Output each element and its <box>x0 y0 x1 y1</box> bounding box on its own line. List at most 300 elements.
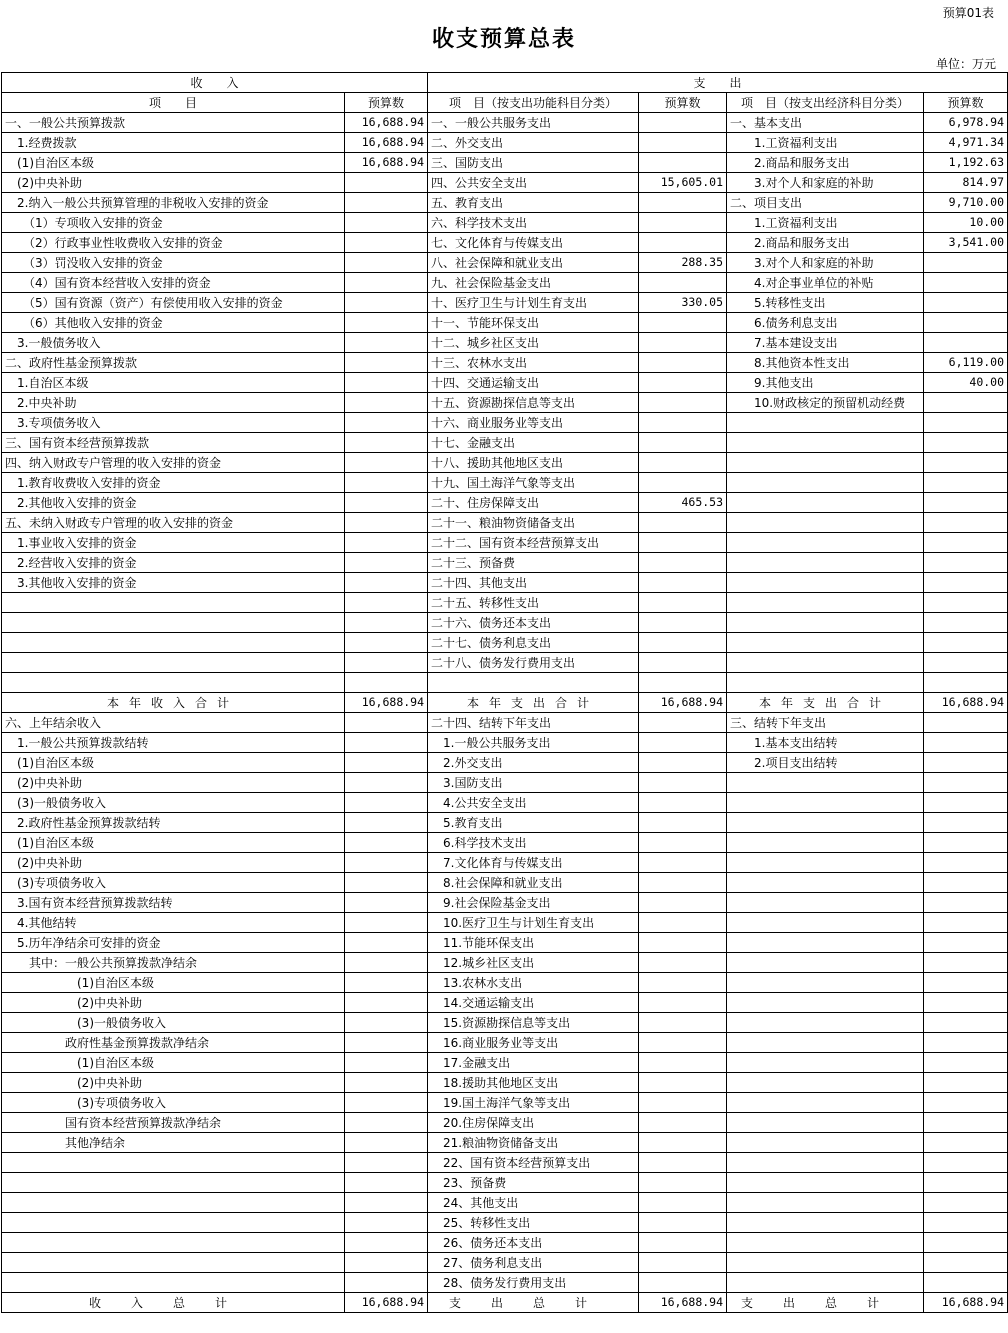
table-row <box>2 1133 1008 1153</box>
func-budget-cell <box>639 213 727 233</box>
econ-budget-cell <box>924 1253 1008 1273</box>
func-budget-cell <box>639 773 727 793</box>
func-item-cell: 二十五、转移性支出 <box>428 593 639 613</box>
func-budget-cell <box>639 193 727 213</box>
func-budget-cell <box>639 1253 727 1273</box>
func-budget-cell <box>639 673 727 693</box>
table-row <box>2 1253 1008 1273</box>
income-budget-cell <box>345 953 428 973</box>
econ-item-cell <box>727 773 924 793</box>
func-budget-cell <box>639 553 727 573</box>
table-row <box>2 293 1008 313</box>
income-budget-header: 预算数 <box>345 93 428 113</box>
income-item-cell: 2.政府性基金预算拨款结转 <box>2 813 345 833</box>
econ-item-cell <box>727 533 924 553</box>
income-budget-cell <box>345 273 428 293</box>
econ-item-cell <box>727 1053 924 1073</box>
func-item-cell: 23、预备费 <box>428 1173 639 1193</box>
econ-budget-cell <box>924 1053 1008 1073</box>
econ-budget-cell <box>924 953 1008 973</box>
econ-item-cell <box>727 1213 924 1233</box>
func-budget-cell <box>639 953 727 973</box>
table-row <box>2 1173 1008 1193</box>
func-budget-cell <box>639 1273 727 1293</box>
func-budget-cell <box>639 1093 727 1113</box>
expense-econ-total-value: 16,688.94 <box>924 1293 1008 1313</box>
econ-item-cell: 9.其他支出 <box>727 373 924 393</box>
table-row <box>2 533 1008 553</box>
table-row <box>2 1233 1008 1253</box>
func-item-cell: 九、社会保险基金支出 <box>428 273 639 293</box>
table-row <box>2 1033 1008 1053</box>
table-row <box>2 193 1008 213</box>
econ-item-cell: 3.对个人和家庭的补助 <box>727 173 924 193</box>
table-row <box>2 853 1008 873</box>
table-row <box>2 1013 1008 1033</box>
econ-item-cell: 二、项目支出 <box>727 193 924 213</box>
func-item-cell: 二十四、其他支出 <box>428 573 639 593</box>
income-item-cell: (2)中央补助 <box>2 173 345 193</box>
income-budget-cell <box>345 393 428 413</box>
income-item-cell: 五、未纳入财政专户管理的收入安排的资金 <box>2 513 345 533</box>
econ-item-cell <box>727 1133 924 1153</box>
table-row <box>2 453 1008 473</box>
func-item-cell: 十五、资源勘探信息等支出 <box>428 393 639 413</box>
func-item-cell: 八、社会保障和就业支出 <box>428 253 639 273</box>
func-budget-cell <box>639 893 727 913</box>
func-budget-header: 预算数 <box>639 93 727 113</box>
income-budget-cell <box>345 893 428 913</box>
econ-budget-cell <box>924 933 1008 953</box>
econ-budget-cell <box>924 253 1008 273</box>
econ-item-cell: 1.工资福利支出 <box>727 133 924 153</box>
econ-budget-cell: 10.00 <box>924 213 1008 233</box>
income-item-cell: （6）其他收入安排的资金 <box>2 313 345 333</box>
income-item-cell: 3.专项债务收入 <box>2 413 345 433</box>
econ-budget-cell <box>924 333 1008 353</box>
table-row <box>2 253 1008 273</box>
func-item-cell: 二十二、国有资本经营预算支出 <box>428 533 639 553</box>
econ-item-cell <box>727 993 924 1013</box>
table-row <box>2 373 1008 393</box>
income-item-cell <box>2 1193 345 1213</box>
income-budget-cell <box>345 653 428 673</box>
econ-item-cell <box>727 893 924 913</box>
table-row <box>2 833 1008 853</box>
income-budget-cell <box>345 873 428 893</box>
econ-item-cell: 一、基本支出 <box>727 113 924 133</box>
econ-budget-cell <box>924 1013 1008 1033</box>
income-budget-cell <box>345 233 428 253</box>
econ-item-cell <box>727 1013 924 1033</box>
func-item-cell: 十三、农林水支出 <box>428 353 639 373</box>
table-row <box>2 753 1008 773</box>
econ-item-cell: 10.财政核定的预留机动经费 <box>727 393 924 413</box>
func-budget-cell <box>639 113 727 133</box>
table-row <box>2 973 1008 993</box>
econ-item-cell <box>727 573 924 593</box>
func-item-cell: 12.城乡社区支出 <box>428 953 639 973</box>
econ-budget-cell <box>924 593 1008 613</box>
func-budget-cell <box>639 233 727 253</box>
income-budget-cell <box>345 753 428 773</box>
func-budget-cell <box>639 1053 727 1073</box>
econ-budget-cell <box>924 773 1008 793</box>
func-item-cell: 24、其他支出 <box>428 1193 639 1213</box>
econ-budget-cell <box>924 433 1008 453</box>
income-item-cell: (2)中央补助 <box>2 853 345 873</box>
econ-budget-cell <box>924 893 1008 913</box>
func-item-cell: 6.科学技术支出 <box>428 833 639 853</box>
func-item-cell: 十、医疗卫生与计划生育支出 <box>428 293 639 313</box>
func-budget-cell <box>639 833 727 853</box>
func-item-cell: 二十六、债务还本支出 <box>428 613 639 633</box>
func-budget-cell <box>639 473 727 493</box>
income-item-cell: (2)中央补助 <box>2 1073 345 1093</box>
income-budget-cell <box>345 213 428 233</box>
table-row <box>2 393 1008 413</box>
income-budget-cell <box>345 1213 428 1233</box>
income-item-cell: 5.历年净结余可安排的资金 <box>2 933 345 953</box>
func-item-cell: 二十三、预备费 <box>428 553 639 573</box>
econ-budget-cell <box>924 973 1008 993</box>
income-budget-cell <box>345 573 428 593</box>
func-item-cell: 二十、住房保障支出 <box>428 493 639 513</box>
func-item-cell: 20.住房保障支出 <box>428 1113 639 1133</box>
econ-item-cell <box>727 413 924 433</box>
func-budget-cell <box>639 813 727 833</box>
income-budget-cell <box>345 933 428 953</box>
func-budget-cell <box>639 133 727 153</box>
table-row <box>2 773 1008 793</box>
func-budget-cell <box>639 913 727 933</box>
func-item-cell: 4.公共安全支出 <box>428 793 639 813</box>
econ-budget-cell <box>924 413 1008 433</box>
income-budget-cell <box>345 1113 428 1133</box>
econ-budget-cell <box>924 273 1008 293</box>
econ-budget-cell <box>924 493 1008 513</box>
econ-item-cell: 2.商品和服务支出 <box>727 233 924 253</box>
table-row <box>2 113 1008 133</box>
econ-budget-cell: 6,978.94 <box>924 113 1008 133</box>
year-total-row <box>2 693 1008 713</box>
econ-item-cell: 1.工资福利支出 <box>727 213 924 233</box>
income-budget-cell: 16,688.94 <box>345 153 428 173</box>
income-item-cell <box>2 1173 345 1193</box>
econ-budget-cell: 814.97 <box>924 173 1008 193</box>
func-item-cell: 十九、国土海洋气象等支出 <box>428 473 639 493</box>
income-budget-cell <box>345 1253 428 1273</box>
income-budget-cell <box>345 373 428 393</box>
income-budget-cell <box>345 1093 428 1113</box>
econ-budget-cell <box>924 713 1008 733</box>
table-row <box>2 653 1008 673</box>
table-row <box>2 1113 1008 1133</box>
econ-budget-cell <box>924 1073 1008 1093</box>
income-item-cell: 1.教育收费收入安排的资金 <box>2 473 345 493</box>
grand-total-row <box>2 1293 1008 1313</box>
header-row-columns <box>2 93 1008 113</box>
income-item-cell: (2)中央补助 <box>2 993 345 1013</box>
table-row <box>2 493 1008 513</box>
econ-budget-cell <box>924 533 1008 553</box>
table-row <box>2 1213 1008 1233</box>
func-item-cell: 二、外交支出 <box>428 133 639 153</box>
econ-item-cell <box>727 853 924 873</box>
econ-item-cell: 2.项目支出结转 <box>727 753 924 773</box>
econ-item-cell <box>727 933 924 953</box>
income-budget-cell <box>345 353 428 373</box>
income-budget-cell <box>345 533 428 553</box>
func-budget-cell <box>639 613 727 633</box>
func-budget-cell <box>639 753 727 773</box>
func-item-cell: 9.社会保险基金支出 <box>428 893 639 913</box>
econ-budget-cell: 9,710.00 <box>924 193 1008 213</box>
table-row <box>2 213 1008 233</box>
func-item-cell: 10.医疗卫生与计划生育支出 <box>428 913 639 933</box>
econ-item-cell <box>727 953 924 973</box>
econ-budget-cell <box>924 793 1008 813</box>
econ-budget-cell <box>924 1193 1008 1213</box>
econ-budget-cell: 1,192.63 <box>924 153 1008 173</box>
econ-item-cell: 3.对个人和家庭的补助 <box>727 253 924 273</box>
income-budget-cell <box>345 593 428 613</box>
income-item-cell: 四、纳入财政专户管理的收入安排的资金 <box>2 453 345 473</box>
income-budget-cell <box>345 293 428 313</box>
func-budget-cell <box>639 793 727 813</box>
table-row <box>2 933 1008 953</box>
econ-item-cell: 7.基本建设支出 <box>727 333 924 353</box>
income-budget-cell <box>345 913 428 933</box>
income-item-cell: 一、一般公共预算拨款 <box>2 113 345 133</box>
table-row <box>2 613 1008 633</box>
income-item-cell: 其中：一般公共预算拨款净结余 <box>2 953 345 973</box>
income-budget-cell <box>345 333 428 353</box>
income-item-cell <box>2 1213 345 1233</box>
table-row <box>2 1073 1008 1093</box>
econ-item-cell <box>727 673 924 693</box>
income-budget-cell <box>345 613 428 633</box>
income-item-cell: (1)自治区本级 <box>2 753 345 773</box>
econ-item-cell <box>727 913 924 933</box>
income-budget-cell <box>345 813 428 833</box>
econ-budget-cell <box>924 733 1008 753</box>
econ-budget-cell <box>924 913 1008 933</box>
econ-budget-cell <box>924 1233 1008 1253</box>
func-item-cell: 十七、金融支出 <box>428 433 639 453</box>
econ-budget-cell <box>924 993 1008 1013</box>
income-budget-cell: 16,688.94 <box>345 113 428 133</box>
econ-budget-cell: 40.00 <box>924 373 1008 393</box>
func-item-cell: 5.教育支出 <box>428 813 639 833</box>
table-row <box>2 953 1008 973</box>
econ-item-cell <box>727 973 924 993</box>
func-item-cell: 19.国土海洋气象等支出 <box>428 1093 639 1113</box>
expense-total-label: 支出总计 <box>428 1293 639 1313</box>
table-row <box>2 433 1008 453</box>
econ-budget-cell <box>924 673 1008 693</box>
func-item-cell: 25、转移性支出 <box>428 1213 639 1233</box>
func-item-cell: 二十四、结转下年支出 <box>428 713 639 733</box>
func-budget-cell: 288.35 <box>639 253 727 273</box>
func-budget-cell <box>639 853 727 873</box>
func-budget-cell <box>639 873 727 893</box>
econ-item-cell <box>727 433 924 453</box>
income-budget-cell <box>345 313 428 333</box>
econ-item-cell: 5.转移性支出 <box>727 293 924 313</box>
func-item-cell: 17.金融支出 <box>428 1053 639 1073</box>
income-item-header: 项 目 <box>2 93 345 113</box>
func-budget-cell <box>639 453 727 473</box>
table-row <box>2 673 1008 693</box>
econ-item-cell <box>727 473 924 493</box>
table-row <box>2 713 1008 733</box>
income-item-cell <box>2 1253 345 1273</box>
income-total-label: 收入总计 <box>2 1293 345 1313</box>
econ-item-cell: 8.其他资本性支出 <box>727 353 924 373</box>
income-budget-cell: 16,688.94 <box>345 133 428 153</box>
table-row <box>2 793 1008 813</box>
income-budget-cell <box>345 1193 428 1213</box>
func-item-cell: 21.粮油物资储备支出 <box>428 1133 639 1153</box>
table-row <box>2 473 1008 493</box>
func-budget-cell <box>639 1073 727 1093</box>
income-item-cell: 六、上年结余收入 <box>2 713 345 733</box>
func-budget-cell <box>639 533 727 553</box>
income-item-cell: (3)一般债务收入 <box>2 793 345 813</box>
func-budget-cell: 15,605.01 <box>639 173 727 193</box>
income-budget-cell <box>345 453 428 473</box>
econ-item-header: 项 目（按支出经济科目分类） <box>727 93 924 113</box>
income-item-cell: (1)自治区本级 <box>2 153 345 173</box>
econ-budget-cell <box>924 453 1008 473</box>
econ-budget-cell <box>924 1173 1008 1193</box>
econ-item-cell <box>727 1193 924 1213</box>
func-item-cell: 18.援助其他地区支出 <box>428 1073 639 1093</box>
func-item-cell: 七、文化体育与传媒支出 <box>428 233 639 253</box>
func-item-cell: 14.交通运输支出 <box>428 993 639 1013</box>
func-budget-cell <box>639 933 727 953</box>
econ-budget-cell: 4,971.34 <box>924 133 1008 153</box>
table-row <box>2 1193 1008 1213</box>
econ-budget-cell <box>924 473 1008 493</box>
econ-budget-cell <box>924 1273 1008 1293</box>
econ-budget-cell <box>924 513 1008 533</box>
func-budget-cell <box>639 633 727 653</box>
econ-item-cell <box>727 1093 924 1113</box>
econ-budget-cell <box>924 653 1008 673</box>
page-title: 收支预算总表 <box>431 26 576 52</box>
income-budget-cell <box>345 733 428 753</box>
table-row <box>2 413 1008 433</box>
econ-budget-cell <box>924 873 1008 893</box>
func-item-cell: 十二、城乡社区支出 <box>428 333 639 353</box>
econ-budget-cell: 3,541.00 <box>924 233 1008 253</box>
func-budget-cell <box>639 313 727 333</box>
income-item-cell: (1)自治区本级 <box>2 1053 345 1073</box>
income-budget-cell <box>345 713 428 733</box>
table-row <box>2 173 1008 193</box>
econ-item-cell <box>727 613 924 633</box>
func-item-cell: 16.商业服务业等支出 <box>428 1033 639 1053</box>
econ-item-cell <box>727 873 924 893</box>
income-item-cell: （3）罚没收入安排的资金 <box>2 253 345 273</box>
income-item-cell: 国有资本经营预算拨款净结余 <box>2 1113 345 1133</box>
econ-item-cell <box>727 793 924 813</box>
econ-item-cell <box>727 1153 924 1173</box>
func-item-cell <box>428 673 639 693</box>
econ-item-cell <box>727 493 924 513</box>
econ-budget-cell <box>924 1133 1008 1153</box>
income-budget-cell <box>345 1273 428 1293</box>
econ-budget-cell: 6,119.00 <box>924 353 1008 373</box>
func-budget-cell <box>639 373 727 393</box>
income-item-cell: 1.一般公共预算拨款结转 <box>2 733 345 753</box>
income-budget-cell <box>345 773 428 793</box>
income-item-cell: (1)自治区本级 <box>2 833 345 853</box>
func-budget-cell <box>639 433 727 453</box>
table-row <box>2 353 1008 373</box>
func-item-cell: 26、债务还本支出 <box>428 1233 639 1253</box>
econ-item-cell <box>727 453 924 473</box>
income-item-cell: 其他净结余 <box>2 1133 345 1153</box>
income-total-label: 本年收入合计 <box>2 693 345 713</box>
income-budget-cell <box>345 1053 428 1073</box>
econ-budget-cell <box>924 293 1008 313</box>
func-item-cell: 27、债务利息支出 <box>428 1253 639 1273</box>
income-item-cell: 1.经费拨款 <box>2 133 345 153</box>
func-budget-cell <box>639 333 727 353</box>
econ-budget-cell <box>924 1033 1008 1053</box>
table-row <box>2 593 1008 613</box>
econ-item-cell <box>727 813 924 833</box>
func-item-cell: 十四、交通运输支出 <box>428 373 639 393</box>
func-budget-cell <box>639 413 727 433</box>
income-budget-cell <box>345 993 428 1013</box>
econ-item-cell <box>727 653 924 673</box>
func-item-cell: 8.社会保障和就业支出 <box>428 873 639 893</box>
econ-budget-cell <box>924 1093 1008 1113</box>
func-item-cell: 十八、援助其他地区支出 <box>428 453 639 473</box>
func-budget-cell <box>639 1173 727 1193</box>
table-row <box>2 913 1008 933</box>
income-item-cell: （2）行政事业性收费收入安排的资金 <box>2 233 345 253</box>
income-budget-cell <box>345 253 428 273</box>
econ-budget-cell <box>924 633 1008 653</box>
func-budget-cell <box>639 1213 727 1233</box>
econ-budget-cell <box>924 813 1008 833</box>
income-budget-cell <box>345 973 428 993</box>
income-item-cell: 2.纳入一般公共预算管理的非税收入安排的资金 <box>2 193 345 213</box>
econ-budget-cell <box>924 313 1008 333</box>
income-item-cell <box>2 1153 345 1173</box>
unit-label: 单位：万元 <box>935 57 996 71</box>
budget-summary-table <box>1 72 1008 1313</box>
income-total-value: 16,688.94 <box>345 1293 428 1313</box>
econ-item-cell <box>727 513 924 533</box>
expense-total-value: 16,688.94 <box>639 1293 727 1313</box>
table-row <box>2 573 1008 593</box>
econ-budget-cell <box>924 853 1008 873</box>
table-row <box>2 1153 1008 1173</box>
func-budget-cell <box>639 733 727 753</box>
income-item-cell <box>2 653 345 673</box>
table-row <box>2 133 1008 153</box>
income-item-cell: 2.经营收入安排的资金 <box>2 553 345 573</box>
func-item-cell: 11.节能环保支出 <box>428 933 639 953</box>
income-item-cell: （4）国有资本经营收入安排的资金 <box>2 273 345 293</box>
func-item-cell: 1.一般公共服务支出 <box>428 733 639 753</box>
